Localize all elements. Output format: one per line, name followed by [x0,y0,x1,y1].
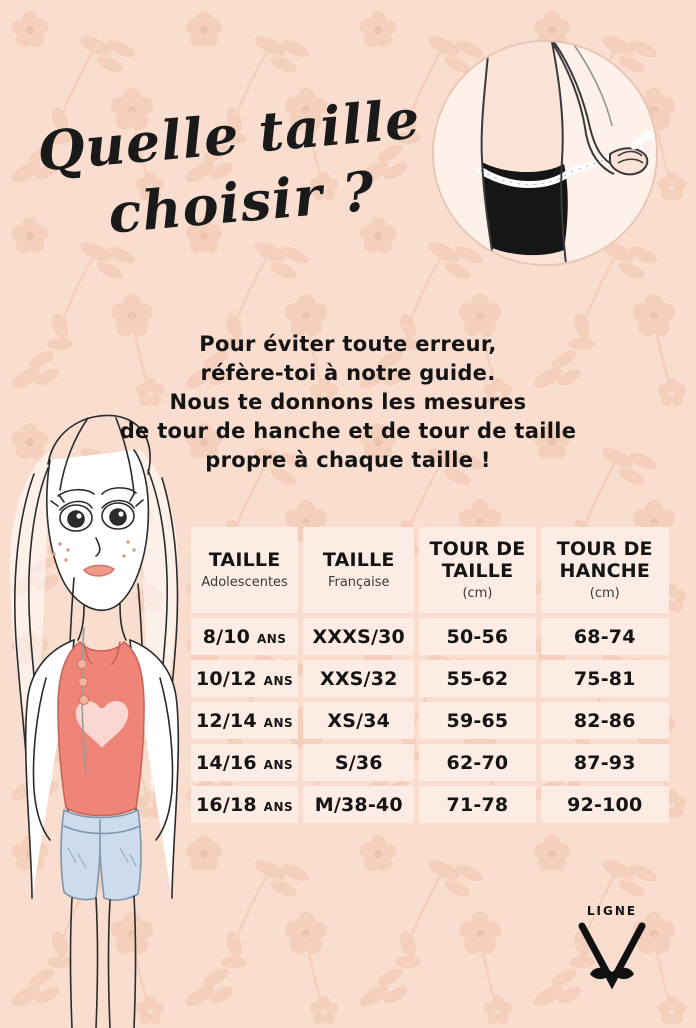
cell-french-size: XXS/32 [303,660,414,697]
column-header-sub: Adolescentes [201,575,288,591]
cell-age-unit: ANS [263,673,294,688]
column-header-main: TAILLE [322,548,395,571]
column-header-main: TOUR DE TAILLE [429,538,526,582]
cell-age-value: 14/16 [196,751,257,774]
cell-waist: 62-70 [419,744,535,781]
column-header-sub: (cm) [589,585,620,601]
intro-line-4: de tour de hanche et de tour de taille [119,418,577,443]
cell-french-size: XXXS/30 [303,618,414,655]
cell-waist: 55-62 [419,660,535,697]
cell-age [191,744,298,781]
cell-french-size: XS/34 [303,702,414,739]
column-header-main: TAILLE [208,548,281,571]
column-header-taille-francaise [303,527,414,613]
cell-age [191,618,298,655]
intro-line-2: réfère-toi à notre guide. [200,360,496,385]
table-row [191,744,669,781]
cell-age-value: 16/18 [196,793,257,816]
brand-name: LIGNE [586,904,638,918]
column-header-taille-adolescentes [191,527,298,613]
table-row [191,660,669,697]
table-row [191,786,669,823]
column-header-tour-de-taille [419,527,535,613]
cell-hip: 68-74 [541,618,669,655]
cell-hip: 92-100 [541,786,669,823]
intro-line-3: Nous te donnons les mesures [169,389,527,414]
intro-paragraph [0,330,696,475]
column-header-main: TOUR DE HANCHE [556,538,653,582]
cell-age [191,702,298,739]
cell-age-value: 10/12 [196,667,257,690]
cell-age [191,786,298,823]
table-header-row [191,527,669,613]
cell-hip: 75-81 [541,660,669,697]
waist-measuring-illustration [434,42,656,264]
cell-french-size: S/36 [303,744,414,781]
cell-age-unit: ANS [256,631,287,646]
intro-line-1: Pour éviter toute erreur, [199,332,497,356]
cell-age-value: 12/14 [196,709,257,732]
column-header-tour-de-hanche [541,527,669,613]
cell-age-unit: ANS [263,715,294,730]
table-row [191,702,669,739]
cell-age-unit: ANS [263,757,294,772]
cell-hip: 87-93 [541,744,669,781]
title-line-1: Quelle taille [34,86,423,184]
cell-waist: 50-56 [419,618,535,655]
cell-hip: 82-86 [541,702,669,739]
waist-measuring-photo [432,40,658,266]
cell-waist: 59-65 [419,702,535,739]
brand-logo [558,904,666,996]
logo-v-mark-icon [574,920,650,990]
table-row [191,618,669,655]
intro-line-5: propre à chaque taille ! [205,447,491,472]
cell-waist: 71-78 [419,786,535,823]
column-header-sub: Française [327,575,390,591]
cell-age-unit: ANS [263,799,294,814]
size-guide-table [186,522,674,828]
cell-french-size: M/38-40 [303,786,414,823]
column-header-sub: (cm) [462,585,493,601]
title-line-2: choisir ? [105,158,378,246]
cell-age [191,660,298,697]
cell-age-value: 8/10 [202,625,251,648]
